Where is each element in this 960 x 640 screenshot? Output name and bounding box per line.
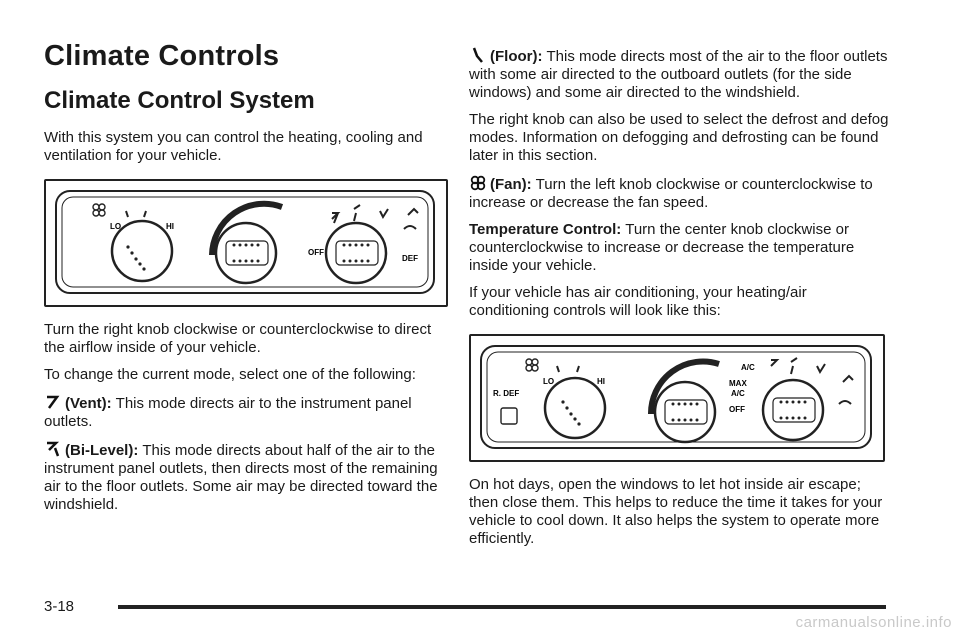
lo-label: LO (110, 222, 122, 231)
left-column (44, 40, 448, 523)
intro-paragraph: With this system you can control the heating, cooling and ventilation for your vehicle. (44, 129, 423, 164)
floor-text: This mode directs most of the air to the floor outlets with some air directed to the outboard outlets (for the side windows) and some air directed to the windshield. (469, 48, 888, 101)
fan-text: Turn the left knob clockwise or counterclockwise to increase or decrease the fan speed. (469, 176, 873, 211)
temperature-text: Turn the center knob clockwise or counterclockwise to increase or decrease the temperature inside your vehicle. (469, 221, 855, 274)
bilevel-term: (Bi-Level): (65, 442, 139, 459)
ac-label: A/C (741, 363, 755, 372)
defog-icon (843, 376, 853, 382)
right-column (469, 46, 889, 557)
floor-term: (Floor): (490, 48, 543, 65)
fan-paragraph (469, 174, 889, 212)
defog-icon (408, 209, 418, 215)
bilevel-text: This mode directs about half of the air to the instrument panel outlets, then directs most of the remaining air to the floor outlets. Some air may be directed toward the windshield. (44, 442, 438, 513)
vent-icon (44, 393, 62, 411)
fan-icon (469, 174, 487, 192)
bilevel-icon (791, 358, 797, 374)
fan-term: (Fan): (490, 176, 532, 193)
hi-label: HI (166, 222, 174, 231)
hot-days-paragraph: On hot days, open the windows to let hot inside air escape; then close them. This helps to reduce the time it takes for your vehicle to cool down. It also helps the system to operate more efficiently. (469, 476, 883, 547)
temperature-term: Temperature Control: (469, 221, 622, 238)
def-label: DEF (402, 254, 418, 263)
ac-panel-illustration (469, 334, 885, 462)
rear-defrost-label: R. DEF (493, 389, 520, 398)
vent-icon (332, 213, 338, 223)
hi-label: HI (597, 377, 605, 386)
ac-label-2: A/C (731, 389, 745, 398)
floor-icon (469, 46, 487, 64)
fan-icon (93, 204, 105, 216)
fan-icon (526, 359, 538, 371)
defrost-icon (839, 401, 851, 404)
bilevel-icon (354, 205, 360, 221)
floor-paragraph (469, 46, 889, 102)
vent-text: This mode directs air to the instrument panel outlets. (44, 395, 412, 430)
page-number: 3-18 (44, 598, 75, 615)
lo-label: LO (543, 377, 555, 386)
defrost-paragraph: The right knob can also be used to select the defrost and defog modes. Information on defogging and defrosting can be found later in this section. (469, 111, 889, 164)
section-title: Climate Control System (44, 87, 315, 114)
change-mode-paragraph: To change the current mode, select one of the following: (44, 366, 416, 383)
ac-intro-paragraph: If your vehicle has air conditioning, your heating/air conditioning controls will look like this: (469, 284, 807, 319)
vent-paragraph (44, 393, 448, 431)
floor-icon (817, 364, 825, 372)
climate-panel-illustration (44, 179, 448, 307)
max-label: MAX (729, 379, 747, 388)
ac-panel-drawing (471, 336, 883, 460)
off-label: OFF (308, 248, 324, 257)
bilevel-paragraph (44, 440, 448, 514)
page-title: Climate Controls (44, 40, 280, 72)
climate-panel-drawing (46, 181, 446, 305)
watermark: carmanualsonline.info (795, 614, 952, 631)
bilevel-icon (44, 440, 62, 458)
temperature-paragraph (469, 221, 889, 275)
turn-knob-paragraph: Turn the right knob clockwise or counterclockwise to direct the airflow inside of your vehicle. (44, 321, 432, 356)
defrost-icon (404, 226, 416, 229)
rear-defrost-button[interactable] (501, 408, 517, 424)
vent-term: (Vent): (65, 395, 112, 412)
floor-icon (380, 209, 388, 217)
vent-icon (771, 360, 777, 366)
footer-rule (118, 605, 886, 609)
off-label: OFF (729, 405, 745, 414)
